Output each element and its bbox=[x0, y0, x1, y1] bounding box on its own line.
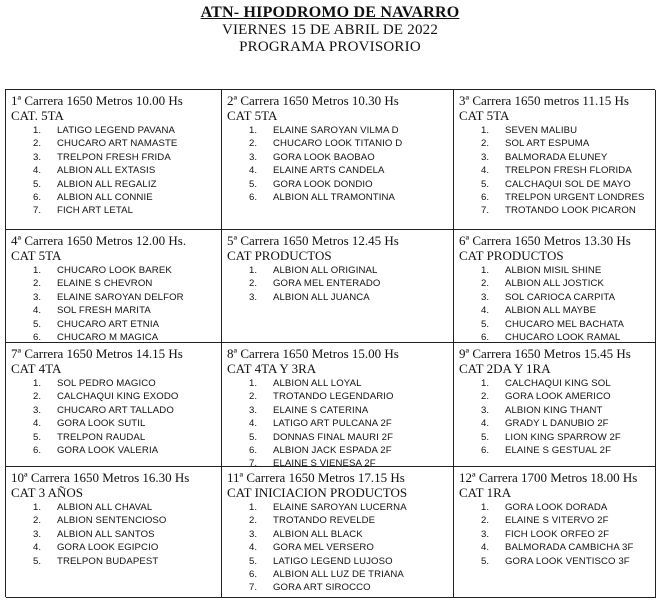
horse-name: TRELPON FRESH FLORIDA bbox=[505, 165, 632, 177]
entry-number: 5. bbox=[33, 555, 42, 567]
entry-number: 7. bbox=[33, 205, 42, 217]
race-category: CAT 3 AÑOS bbox=[11, 485, 84, 500]
horse-name: CHUCARO LOOK BAREK bbox=[57, 265, 172, 276]
entry-number: 3. bbox=[33, 151, 42, 163]
horse-name: ALBION ALL BLACK bbox=[273, 528, 363, 540]
entry-list bbox=[459, 264, 653, 343]
entry-number: 2. bbox=[249, 391, 258, 403]
entry-number: 5. bbox=[33, 318, 42, 330]
horse-name: GORA MEL VERSERO bbox=[273, 542, 374, 554]
document-header bbox=[0, 4, 660, 56]
entry-number: 2. bbox=[481, 138, 490, 150]
entry-item bbox=[33, 541, 219, 554]
race-title: 1ª Carrera 1650 Metros 10.00 Hs bbox=[11, 93, 183, 108]
entry-item bbox=[33, 164, 219, 177]
entry-number: 6. bbox=[481, 192, 490, 204]
horse-name: CHUCARO LOOK TITANIO D bbox=[273, 138, 403, 150]
entry-number: 4. bbox=[249, 418, 258, 430]
entry-item bbox=[33, 191, 219, 204]
horse-name: TRELPON URGENT LONDRES bbox=[505, 192, 645, 204]
entry-item bbox=[249, 417, 451, 430]
horse-name: BALMORADA ELUNEY bbox=[505, 151, 608, 163]
race-title: 12ª Carrera 1700 Metros 18.00 Hs bbox=[459, 470, 638, 485]
horse-name: ELAINE SAROYAN LUCERNA bbox=[273, 502, 407, 513]
entry-item bbox=[249, 291, 451, 304]
horse-name: GORA LOOK DORADA bbox=[505, 502, 608, 513]
entry-item bbox=[33, 291, 219, 304]
entry-number: 3. bbox=[33, 528, 42, 540]
horse-name: CALCHAQUI KING EXODO bbox=[57, 391, 179, 403]
race-title: 6ª Carrera 1650 Metros 13.30 Hs bbox=[459, 233, 631, 248]
entry-number: 6. bbox=[33, 192, 42, 204]
entry-list bbox=[227, 377, 451, 467]
race-category: CAT 5TA bbox=[227, 108, 278, 123]
race-title: 7ª Carrera 1650 Metros 14.15 Hs bbox=[11, 346, 183, 361]
entry-number: 4. bbox=[33, 305, 42, 317]
horse-name: ELAINE SAROYAN DELFOR bbox=[57, 291, 184, 303]
horse-name: ALBION ALL LUZ DE TRIANA bbox=[273, 569, 404, 581]
entry-number: 4. bbox=[481, 165, 490, 177]
horse-name: LATIGO LEGEND PAVANA bbox=[57, 125, 176, 136]
horse-name: GORA ART SIROCCO bbox=[273, 582, 371, 594]
entry-item bbox=[481, 178, 653, 191]
entry-item bbox=[249, 581, 451, 594]
entry-item bbox=[481, 191, 653, 204]
horse-name: ALBION ALL JOSTICK bbox=[505, 278, 605, 290]
entry-number: 1. bbox=[33, 378, 42, 389]
entry-number: 6. bbox=[481, 445, 490, 457]
race-cell bbox=[6, 343, 222, 467]
entry-item bbox=[481, 377, 653, 390]
horse-name: ALBION ALL LOYAL bbox=[273, 378, 362, 389]
horse-name: CALCHAQUI KING SOL bbox=[505, 378, 611, 389]
entry-number: 3. bbox=[249, 291, 258, 303]
horse-name: ALBION ALL TRAMONTINA bbox=[273, 192, 396, 204]
entry-list bbox=[11, 264, 219, 343]
horse-name: CALCHAQUI SOL DE MAYO bbox=[505, 178, 631, 190]
horse-name: ALBION ALL MAYBE bbox=[505, 305, 597, 317]
entry-number: 4. bbox=[33, 165, 42, 177]
entry-item bbox=[33, 377, 219, 390]
horse-name: CHUCARO ART TALLADO bbox=[57, 404, 174, 416]
entry-list bbox=[227, 501, 451, 595]
entry-number: 6. bbox=[249, 192, 258, 204]
horse-name: ALBION ALL JUANCA bbox=[273, 291, 370, 303]
race-title: 11ª Carrera 1650 Metros 17.15 Hs bbox=[227, 470, 405, 485]
entry-item bbox=[249, 377, 451, 390]
entry-item bbox=[249, 528, 451, 541]
horse-name: TROTANDO LEGENDARIO bbox=[273, 391, 394, 403]
entry-item bbox=[249, 431, 451, 444]
entry-item bbox=[249, 137, 451, 150]
entry-item bbox=[481, 444, 653, 457]
horse-name: TRELPON FRESH FRIDA bbox=[57, 151, 171, 163]
entry-item bbox=[33, 124, 219, 137]
race-cell bbox=[454, 467, 656, 598]
entry-number: 3. bbox=[249, 528, 258, 540]
entry-list bbox=[459, 124, 653, 218]
horse-name: CHUCARO ART NAMASTE bbox=[57, 138, 178, 150]
horse-name: CHUCARO M MAGICA bbox=[57, 332, 159, 343]
entry-item bbox=[481, 417, 653, 430]
entry-list bbox=[459, 501, 653, 568]
entry-item bbox=[481, 277, 653, 290]
race-category: CAT 1RA bbox=[459, 485, 512, 500]
entry-item bbox=[481, 164, 653, 177]
entry-item bbox=[33, 501, 219, 514]
race-category: CAT 5TA bbox=[11, 248, 62, 263]
entry-number: 2. bbox=[249, 278, 258, 290]
entry-number: 3. bbox=[33, 291, 42, 303]
entry-number: 6. bbox=[249, 569, 258, 581]
entry-item bbox=[249, 568, 451, 581]
entry-number: 3. bbox=[481, 404, 490, 416]
race-category: CAT 4TA bbox=[11, 361, 62, 376]
entry-number: 3. bbox=[481, 151, 490, 163]
entry-number: 5. bbox=[481, 431, 490, 443]
entry-number: 5. bbox=[481, 318, 490, 330]
entry-number: 5. bbox=[249, 178, 258, 190]
race-cell bbox=[454, 90, 656, 230]
race-cell bbox=[222, 90, 454, 230]
horse-name: ALBION KING THANT bbox=[505, 404, 603, 416]
entry-number: 1. bbox=[481, 125, 490, 136]
entry-number: 5. bbox=[33, 431, 42, 443]
horse-name: ELAINE S GESTUAL 2F bbox=[505, 445, 612, 457]
entry-number: 6. bbox=[481, 332, 490, 343]
race-cell bbox=[222, 467, 454, 598]
entry-number: 2. bbox=[481, 515, 490, 527]
entry-list bbox=[11, 377, 219, 457]
horse-name: ELAINE S CATERINA bbox=[273, 404, 369, 416]
entry-item bbox=[33, 151, 219, 164]
horse-name: SOL CARIOCA CARPITA bbox=[505, 291, 616, 303]
race-category: CAT 4TA Y 3RA bbox=[227, 361, 317, 376]
entry-number: 5. bbox=[481, 178, 490, 190]
entry-number: 1. bbox=[33, 265, 42, 276]
entry-number: 2. bbox=[33, 278, 42, 290]
race-title: 5ª Carrera 1650 Metros 12.45 Hs bbox=[227, 233, 399, 248]
entry-number: 3. bbox=[481, 528, 490, 540]
entry-item bbox=[249, 457, 451, 467]
race-category: CAT PRODUCTOS bbox=[227, 248, 332, 263]
horse-name: ALBION ALL CONNIE bbox=[57, 192, 153, 204]
entry-number: 1. bbox=[481, 502, 490, 513]
entry-number: 3. bbox=[249, 404, 258, 416]
entry-item bbox=[249, 541, 451, 554]
horse-name: ELAINE S CHEVRON bbox=[57, 278, 153, 290]
entry-item bbox=[33, 304, 219, 317]
race-category: CAT. 5TA bbox=[11, 108, 64, 123]
entry-number: 1. bbox=[249, 125, 258, 136]
entry-number: 2. bbox=[249, 138, 258, 150]
entry-number: 5. bbox=[481, 555, 490, 567]
horse-name: ELAINE S VIENESA 2F bbox=[273, 458, 376, 467]
horse-name: ALBION JACK ESPADA 2F bbox=[273, 445, 392, 457]
race-cell bbox=[6, 467, 222, 598]
entry-item bbox=[249, 404, 451, 417]
program-subtitle: PROGRAMA PROVISORIO bbox=[239, 39, 421, 55]
race-cell bbox=[6, 90, 222, 230]
horse-name: TRELPON BUDAPEST bbox=[57, 555, 159, 567]
entry-number: 6. bbox=[33, 445, 42, 457]
entry-item bbox=[481, 404, 653, 417]
entry-item bbox=[249, 264, 451, 277]
entry-number: 5. bbox=[249, 431, 258, 443]
entry-number: 7. bbox=[249, 458, 258, 467]
entry-item bbox=[481, 501, 653, 514]
entry-item bbox=[33, 390, 219, 403]
horse-name: SOL PEDRO MAGICO bbox=[57, 378, 156, 389]
entry-item bbox=[33, 318, 219, 331]
entry-number: 4. bbox=[249, 165, 258, 177]
document-title: ATN- HIPODROMO DE NAVARRO bbox=[200, 4, 460, 21]
horse-name: ELAINE S VITERVO 2F bbox=[505, 515, 609, 527]
horse-name: ALBION ALL CHAVAL bbox=[57, 502, 153, 513]
entry-item bbox=[33, 264, 219, 277]
entry-number: 1. bbox=[481, 378, 490, 389]
entry-list bbox=[227, 124, 451, 204]
horse-name: ALBION ALL REGALIZ bbox=[57, 178, 157, 190]
horse-name: GORA MEL ENTERADO bbox=[273, 278, 381, 290]
race-title: 8ª Carrera 1650 Metros 15.00 Hs bbox=[227, 346, 399, 361]
horse-name: FICH ART LETAL bbox=[57, 205, 134, 217]
entry-item bbox=[481, 514, 653, 527]
horse-name: ELAINE ARTS CANDELA bbox=[273, 165, 385, 177]
entry-number: 2. bbox=[33, 138, 42, 150]
entry-number: 3. bbox=[33, 404, 42, 416]
entry-item bbox=[249, 124, 451, 137]
entry-number: 1. bbox=[481, 265, 490, 276]
entry-item bbox=[249, 444, 451, 457]
entry-item bbox=[249, 277, 451, 290]
entry-number: 1. bbox=[249, 265, 258, 276]
entry-item bbox=[33, 178, 219, 191]
entry-item bbox=[33, 555, 219, 568]
race-cell bbox=[222, 343, 454, 467]
horse-name: SOL FRESH MARITA bbox=[57, 305, 151, 317]
horse-name: DONNAS FINAL MAURI 2F bbox=[273, 431, 394, 443]
entry-number: 6. bbox=[33, 332, 42, 343]
entry-item bbox=[481, 124, 653, 137]
horse-name: GORA LOOK DONDIO bbox=[273, 178, 373, 190]
horse-name: ALBION SENTENCIOSO bbox=[57, 515, 167, 527]
entry-item bbox=[481, 318, 653, 331]
race-title: 4ª Carrera 1650 Metros 12.00 Hs. bbox=[11, 233, 187, 248]
race-program-table bbox=[5, 89, 655, 597]
entry-number: 5. bbox=[33, 178, 42, 190]
entry-number: 4. bbox=[33, 418, 42, 430]
race-title: 10ª Carrera 1650 Metros 16.30 Hs bbox=[11, 470, 190, 485]
horse-name: FICH LOOK ORFEO 2F bbox=[505, 528, 610, 540]
entry-number: 2. bbox=[481, 278, 490, 290]
horse-name: GORA LOOK BAOBAO bbox=[273, 151, 375, 163]
entry-item bbox=[33, 528, 219, 541]
race-cell bbox=[222, 230, 454, 343]
entry-list bbox=[11, 501, 219, 568]
entry-item bbox=[33, 204, 219, 217]
horse-name: SOL ART ESPUMA bbox=[505, 138, 590, 150]
entry-item bbox=[249, 151, 451, 164]
entry-list bbox=[459, 377, 653, 457]
race-title: 9ª Carrera 1650 Metros 15.45 Hs bbox=[459, 346, 631, 361]
horse-name: LATIGO LEGEND LUJOSO bbox=[273, 555, 393, 567]
horse-name: TRELPON RAUDAL bbox=[57, 431, 146, 443]
entry-item bbox=[481, 431, 653, 444]
entry-item bbox=[481, 291, 653, 304]
horse-name: GRADY L DANUBIO 2F bbox=[505, 418, 609, 430]
entry-number: 3. bbox=[249, 151, 258, 163]
entry-item bbox=[481, 264, 653, 277]
race-title: 3ª Carrera 1650 metros 11.15 Hs bbox=[459, 93, 629, 108]
horse-name: CHUCARO ART ETNIA bbox=[57, 318, 160, 330]
race-category: CAT 2DA Y 1RA bbox=[459, 361, 551, 376]
entry-number: 2. bbox=[33, 515, 42, 527]
entry-item bbox=[33, 417, 219, 430]
entry-item bbox=[481, 555, 653, 568]
entry-number: 1. bbox=[33, 125, 42, 136]
horse-name: LION KING SPARROW 2F bbox=[505, 431, 621, 443]
horse-name: LATIGO ART PULCANA 2F bbox=[273, 418, 392, 430]
horse-name: GORA LOOK AMERICO bbox=[505, 391, 611, 403]
race-cell bbox=[454, 230, 656, 343]
entry-number: 4. bbox=[481, 542, 490, 554]
entry-item bbox=[33, 277, 219, 290]
entry-list bbox=[11, 124, 219, 218]
horse-name: GORA LOOK EGIPCIO bbox=[57, 542, 159, 554]
entry-number: 4. bbox=[481, 305, 490, 317]
entry-number: 4. bbox=[481, 418, 490, 430]
entry-item bbox=[481, 331, 653, 343]
entry-item bbox=[481, 528, 653, 541]
entry-item bbox=[481, 137, 653, 150]
entry-item bbox=[33, 444, 219, 457]
entry-number: 2. bbox=[33, 391, 42, 403]
entry-number: 2. bbox=[249, 515, 258, 527]
race-category: CAT PRODUCTOS bbox=[459, 248, 564, 263]
entry-number: 7. bbox=[481, 205, 490, 217]
entry-item bbox=[481, 304, 653, 317]
race-title: 2ª Carrera 1650 Metros 10.30 Hs bbox=[227, 93, 399, 108]
entry-number: 6. bbox=[249, 445, 258, 457]
event-date: VIERNES 15 DE ABRIL DE 2022 bbox=[221, 22, 439, 38]
horse-name: ALBION ALL SANTOS bbox=[57, 528, 155, 540]
entry-number: 1. bbox=[249, 378, 258, 389]
horse-name: TROTANDO LOOK PICARON bbox=[505, 205, 636, 217]
entry-item bbox=[249, 514, 451, 527]
entry-item bbox=[249, 390, 451, 403]
race-category: CAT 5TA bbox=[459, 108, 510, 123]
horse-name: TROTANDO REVELDE bbox=[273, 515, 376, 527]
horse-name: BALMORADA CAMBICHA 3F bbox=[505, 542, 634, 554]
entry-item bbox=[249, 191, 451, 204]
entry-item bbox=[481, 541, 653, 554]
race-cell bbox=[6, 230, 222, 343]
entry-item bbox=[249, 501, 451, 514]
entry-number: 5. bbox=[249, 555, 258, 567]
horse-name: GORA LOOK VALERIA bbox=[57, 445, 159, 457]
race-cell bbox=[454, 343, 656, 467]
entry-number: 4. bbox=[33, 542, 42, 554]
horse-name: SEVEN MALIBU bbox=[505, 125, 578, 136]
entry-number: 1. bbox=[33, 502, 42, 513]
entry-item bbox=[33, 137, 219, 150]
entry-item bbox=[481, 204, 653, 217]
horse-name: GORA LOOK SUTIL bbox=[57, 418, 146, 430]
entry-number: 4. bbox=[249, 542, 258, 554]
entry-list bbox=[227, 264, 451, 304]
entry-item bbox=[249, 164, 451, 177]
horse-name: ALBION ALL EXTASIS bbox=[57, 165, 156, 177]
horse-name: CHUCARO LOOK RAMAL bbox=[505, 332, 621, 343]
horse-name: ELAINE SAROYAN VILMA D bbox=[273, 125, 399, 136]
entry-number: 3. bbox=[481, 291, 490, 303]
entry-item bbox=[481, 390, 653, 403]
entry-item bbox=[33, 514, 219, 527]
entry-item bbox=[249, 178, 451, 191]
horse-name: CHUCARO MEL BACHATA bbox=[505, 318, 624, 330]
entry-item bbox=[249, 555, 451, 568]
entry-item bbox=[33, 404, 219, 417]
horse-name: ALBION MISIL SHINE bbox=[505, 265, 602, 276]
entry-number: 2. bbox=[481, 391, 490, 403]
entry-item bbox=[33, 331, 219, 343]
entry-number: 7. bbox=[249, 582, 258, 594]
race-category: CAT INICIACION PRODUCTOS bbox=[227, 485, 408, 500]
entry-item bbox=[33, 431, 219, 444]
horse-name: GORA LOOK VENTISCO 3F bbox=[505, 555, 630, 567]
horse-name: ALBION ALL ORIGINAL bbox=[273, 265, 378, 276]
entry-item bbox=[481, 151, 653, 164]
entry-number: 1. bbox=[249, 502, 258, 513]
